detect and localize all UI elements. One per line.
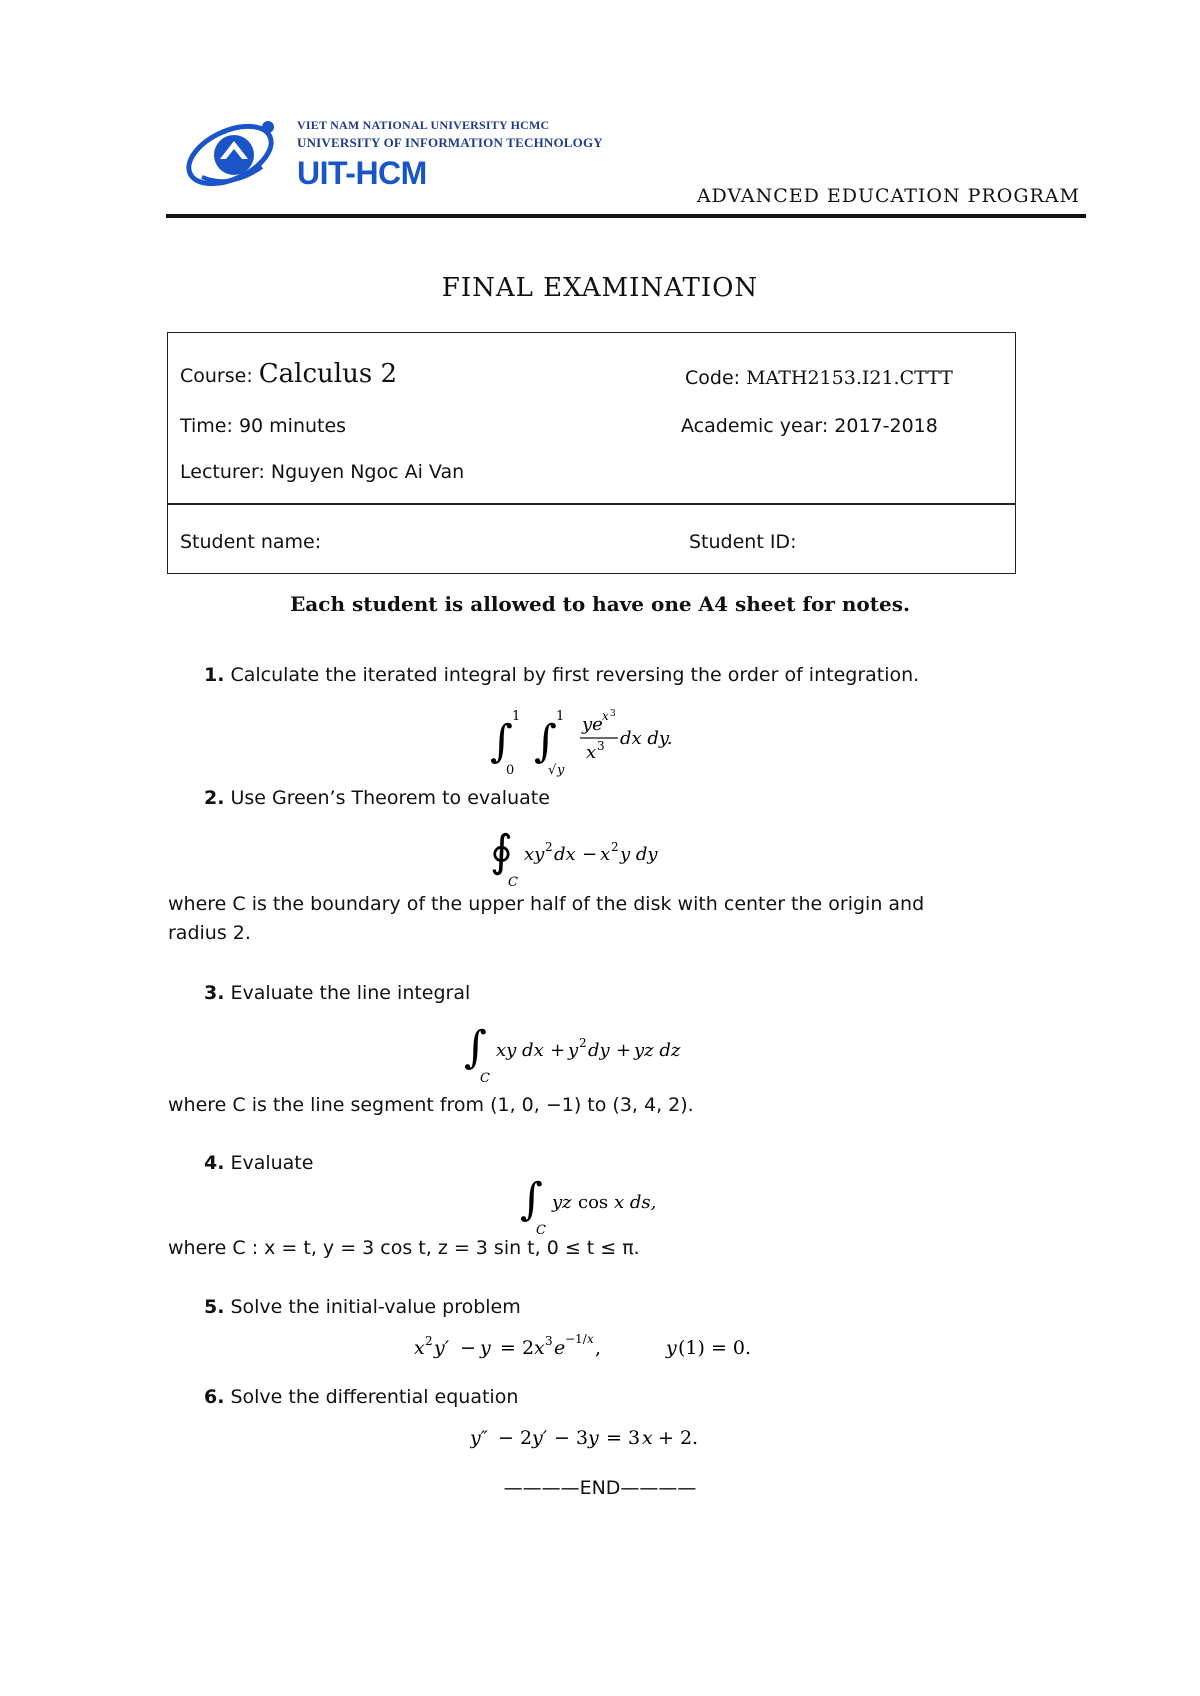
problem-text: Solve the initial-value problem [230,1296,521,1318]
problem-1-formula [490,700,710,780]
svg-text:√: √ [548,763,557,778]
problem-4-where: where C : x = t, y = 3 cos t, z = 3 sin t, 0 ≤ t ≤ π. [168,1237,640,1259]
end-marker: ————END———— [503,1477,697,1499]
svg-text:+: + [616,1040,632,1061]
svg-text:C: C [480,1071,490,1086]
svg-text:dx dy.: dx dy. [620,728,673,749]
academic-year-value: 2017-2018 [834,415,938,437]
svg-text:2: 2 [545,840,553,854]
svg-text:x: x [642,1427,653,1449]
svg-text:xy: xy [524,844,545,865]
program-name: ADVANCED EDUCATION PROGRAM [696,185,1080,207]
problem-2 [204,787,550,809]
svg-text:x ds,: x ds, [614,1192,657,1213]
problem-6-formula [470,1416,730,1456]
svg-text:y′: y′ [434,1337,450,1359]
problem-number: 6. [204,1386,225,1408]
svg-text:y: y [480,1337,491,1359]
svg-text:x: x [586,742,597,763]
course-label: Course: [180,365,253,387]
svg-text:2: 2 [425,1334,433,1348]
exam-title: FINAL EXAMINATION [441,273,759,303]
problem-2-where-cont: radius 2. [168,922,251,944]
problem-6 [204,1386,518,1408]
time-field [180,415,346,437]
lecturer-label: Lecturer: [180,461,265,483]
svg-text:y: y [568,1040,579,1061]
problem-5 [204,1296,521,1318]
code-label: Code: [685,367,741,389]
lecturer-field [180,461,464,483]
student-name-label: Student name: [180,531,322,553]
svg-text:x: x [600,844,611,865]
university-line-2: UNIVERSITY OF INFORMATION TECHNOLOGY [297,135,603,150]
code-field [685,367,953,389]
svg-text:y: y [557,763,565,778]
time-label: Time: [180,415,233,437]
problem-1 [204,664,919,686]
svg-text:1: 1 [556,709,565,724]
course-value: Calculus 2 [258,359,398,389]
problem-4 [204,1152,313,1174]
problem-number: 5. [204,1296,225,1318]
svg-text:3: 3 [597,739,605,753]
svg-text:,: , [595,1337,602,1359]
problem-text: Use Green’s Theorem to evaluate [230,787,550,809]
svg-text:y′: y′ [532,1427,548,1449]
problem-4-formula [520,1168,700,1238]
problem-text: Calculate the iterated integral by first reversing the order of integration. [230,664,920,686]
problem-number: 2. [204,787,225,809]
svg-text:(1) = 0.: (1) = 0. [678,1337,752,1359]
svg-text:x: x [414,1337,425,1359]
university-line-1: VIET NAM NATIONAL UNIVERSITY HCMC [297,118,550,132]
svg-text:3: 3 [610,709,616,719]
svg-text:C: C [536,1223,546,1238]
problem-2-where: where C is the boundary of the upper half of the disk with center the origin and [168,893,925,915]
problem-text: Evaluate the line integral [230,982,471,1004]
svg-text:+: + [550,1040,566,1061]
university-logo-icon [182,115,282,193]
svg-text:y″: y″ [470,1427,488,1449]
svg-text:0: 0 [506,763,515,778]
svg-text:C: C [508,875,518,890]
svg-text:y: y [666,1337,677,1359]
svg-text:∮: ∮ [490,826,513,877]
problem-number: 1. [204,664,225,686]
svg-text:x: x [602,709,609,723]
notes-policy: Each student is allowed to have one A4 sheet for notes. [290,592,910,616]
problem-text: Evaluate [230,1152,314,1174]
svg-text:− 3: − 3 [554,1427,589,1449]
time-value: 90 minutes [238,415,347,437]
svg-text:yz: yz [552,1192,572,1213]
svg-text:dx: dx [554,844,576,865]
svg-text:∫: ∫ [534,716,557,767]
svg-text:−: − [582,844,598,865]
svg-text:y dy: y dy [620,844,658,865]
exam-info-box [167,332,1016,574]
svg-text:xy dx: xy dx [496,1040,544,1061]
svg-text:y: y [588,1427,599,1449]
lecturer-value: Nguyen Ngoc Ai Van [270,461,465,483]
problem-3 [204,982,470,1004]
problem-number: 4. [204,1152,225,1174]
student-id-label: Student ID: [689,531,797,553]
university-brand: UIT-HCM [297,155,427,191]
problem-3-where: where C is the line segment from (1, 0, −1) to (3, 4, 2). [168,1094,694,1116]
problem-2-formula [490,820,710,890]
svg-text:yz dz: yz dz [634,1040,681,1061]
course-field [180,359,397,389]
svg-text:2: 2 [579,1036,587,1050]
code-value: MATH2153.I21.CTTT [746,367,953,389]
svg-text:+ 2.: + 2. [658,1427,699,1449]
header-rule [166,214,1086,218]
svg-text:3: 3 [545,1334,553,1348]
problem-3-formula [464,1016,734,1086]
svg-text:∫: ∫ [464,1022,487,1073]
svg-text:cos: cos [578,1192,609,1213]
svg-text:∫: ∫ [490,716,513,767]
academic-year-label: Academic year: [681,415,829,437]
svg-text:1: 1 [512,709,521,724]
svg-text:−: − [460,1337,476,1359]
problem-text: Solve the differential equation [230,1386,519,1408]
svg-text:dy: dy [588,1040,610,1061]
svg-text:∫: ∫ [520,1174,543,1225]
problem-5-formula [414,1326,794,1366]
academic-year-field [681,415,938,437]
svg-text:ye: ye [582,714,603,735]
info-divider [168,503,1015,505]
svg-text:2: 2 [611,840,619,854]
university-name-block [297,118,603,192]
problem-number: 3. [204,982,225,1004]
svg-text:= 2: = 2 [500,1337,535,1359]
svg-text:e: e [554,1337,566,1359]
svg-text:x: x [587,1332,594,1346]
svg-text:−1/: −1/ [565,1332,587,1346]
svg-text:= 3: = 3 [606,1427,641,1449]
svg-text:− 2: − 2 [498,1427,533,1449]
svg-text:x: x [534,1337,545,1359]
